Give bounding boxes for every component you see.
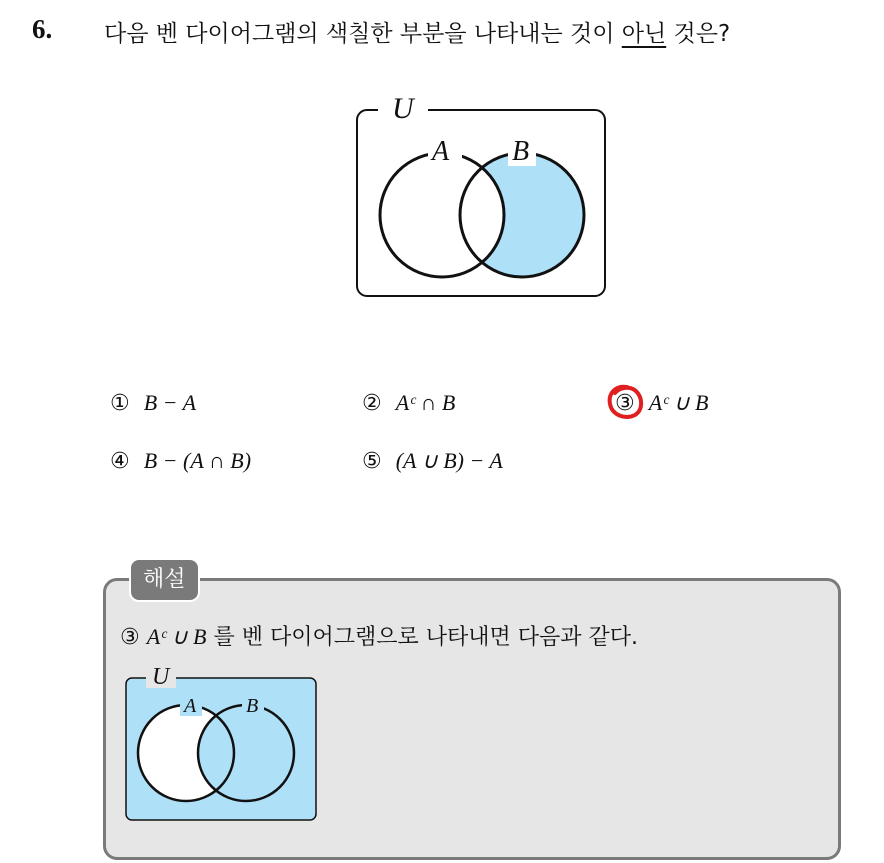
choice-expression: Aᶜ ∩ B [395,390,456,415]
question-number: 6. [32,14,53,44]
choice-3[interactable] [615,390,709,416]
choice-expression: (A ∪ B) − A [395,448,503,473]
choice-number: ⑤ [362,448,382,474]
set-b-label: B [246,695,259,717]
question-text-underlined: 아닌 [621,21,667,47]
solution-number: ③ [120,625,140,650]
universe-label: U [392,92,414,125]
choice-4[interactable] [110,448,251,474]
question-text-after: 것은? [666,21,731,47]
solution-tag: 해설 [129,558,200,602]
solution-expression: Aᶜ ∪ B [146,624,207,649]
question-text-before: 다음 벤 다이어그램의 색칠한 부분을 나타내는 것이 [104,21,622,47]
choice-2[interactable] [362,390,455,416]
set-a-label: A [432,136,450,167]
choice-number-marked: ③ [615,391,635,416]
solution-text [120,620,638,651]
set-a-label: A [184,695,197,717]
choice-5[interactable] [362,448,503,474]
choice-expression: B − (A ∩ B) [143,448,252,473]
venn-diagram-solution [122,660,322,826]
venn-diagram-question [350,88,612,300]
choice-expression: B − A [143,390,197,415]
set-b-label: B [512,136,530,167]
choice-expression: Aᶜ ∪ B [648,390,709,415]
choice-1[interactable] [110,390,196,416]
universe-label: U [152,664,170,690]
choice-number: ② [362,390,382,416]
question-text [104,15,730,48]
choice-number: ① [110,390,130,416]
solution-sentence: 를 벤 다이어그램으로 나타내면 다음과 같다. [206,625,638,650]
choice-number: ④ [110,448,130,474]
